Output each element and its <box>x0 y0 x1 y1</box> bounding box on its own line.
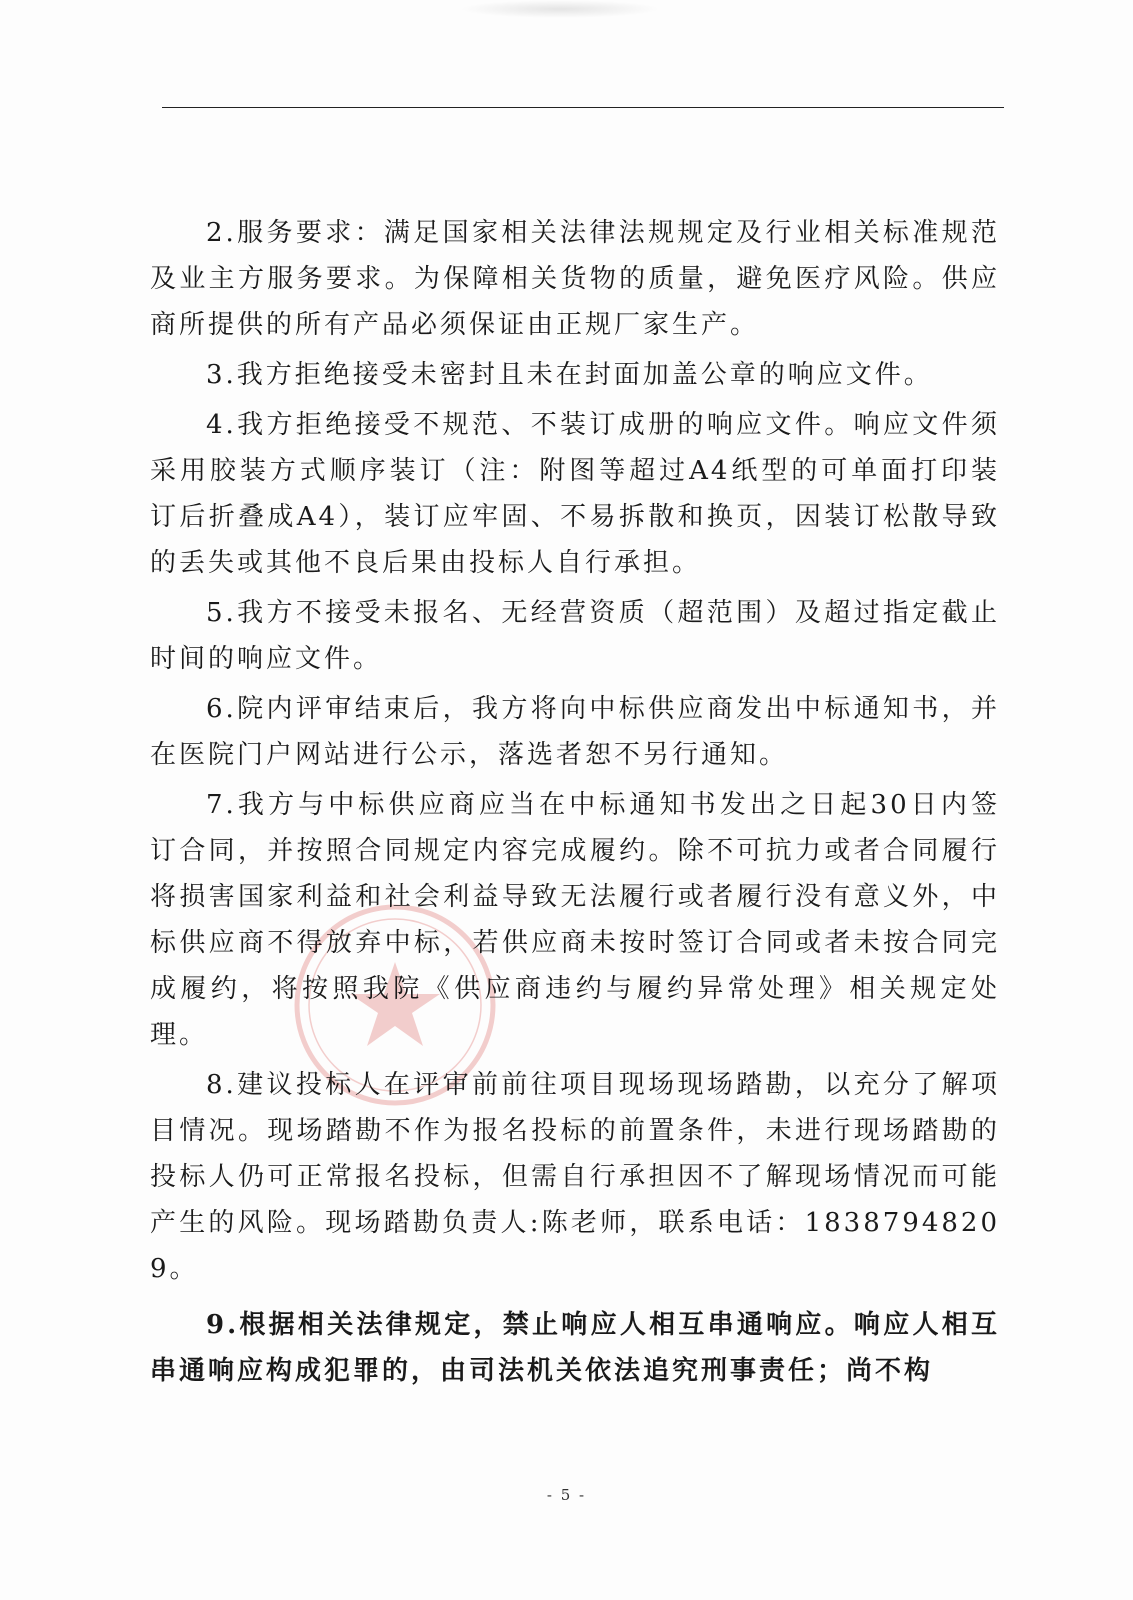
document-body <box>150 210 1000 1394</box>
paragraph-collusion-prohibition: 9.根据相关法律规定，禁止响应人相互串通响应。响应人相互串通响应构成犯罪的，由司法机关依法追究刑事责任；尚不构 <box>150 1310 1000 1386</box>
paragraph-site-survey: 8.建议投标人在评审前前往项目现场现场踏勘，以充分了解项目情况。现场踏勘不作为报名投标的前置条件，未进行现场踏勘的投标人仍可正常报名投标，但需自行承担因不了解现场情况而可能产生的风险。现场踏勘负责人:陈老师，联系电话：18387948209。 <box>150 1070 1000 1284</box>
paragraph-seal-requirement: 3.我方拒绝接受未密封且未在封面加盖公章的响应文件。 <box>206 360 933 390</box>
page-number: - 5 - <box>546 1486 587 1504</box>
paragraph-contract-signing: 7.我方与中标供应商应当在中标通知书发出之日起30日内签订合同，并按照合同规定内容完成履约。除不可抗力或者合同履行将损害国家利益和社会利益导致无法履行或者履行没有意义外，中标供应商不得放弃中标，若供应商未按时签订合同或者未按合同完成履约，将按照我院《供应商违约与履约异常处理》相关规定处理。 <box>150 790 1000 1050</box>
paragraph-binding-requirement: 4.我方拒绝接受不规范、不装订成册的响应文件。响应文件须采用胶装方式顺序装订（注：附图等超过A4纸型的可单面打印装订后折叠成A4），装订应牢固、不易拆散和换页，因装订松散导致的丢失或其他不良后果由投标人自行承担。 <box>150 410 1000 578</box>
paragraph-evaluation-notice: 6.院内评审结束后，我方将向中标供应商发出中标通知书，并在医院门户网站进行公示，落选者恕不另行通知。 <box>150 694 1000 770</box>
paragraph-registration-requirement: 5.我方不接受未报名、无经营资质（超范围）及超过指定截止时间的响应文件。 <box>150 598 1000 674</box>
scan-smudge <box>460 0 660 18</box>
header-rule <box>162 107 1004 108</box>
paragraph-service-requirements: 2.服务要求：满足国家相关法律法规规定及行业相关标准规范及业主方服务要求。为保障相关货物的质量，避免医疗风险。供应商所提供的所有产品必须保证由正规厂家生产。 <box>150 218 1000 340</box>
